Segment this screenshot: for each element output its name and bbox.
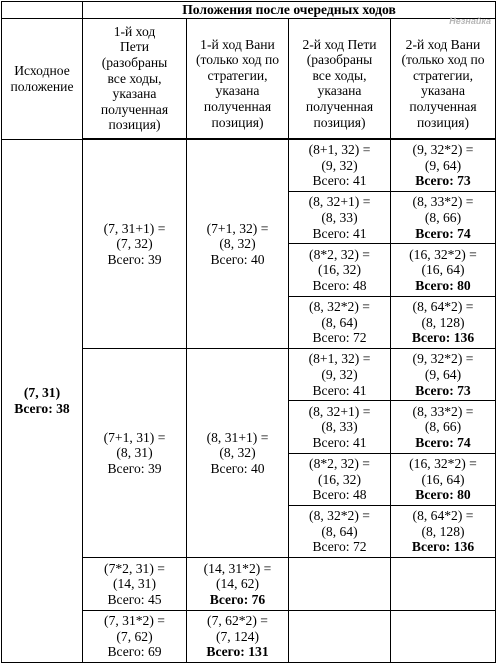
petya1-move-2: (7*2, 31) = (14, 31) Всего: 45 <box>83 558 187 610</box>
col-header-vanya-2: 2-й ход Вани (только ход по стратегии, указана полученная позиция) <box>391 19 496 139</box>
col-header-initial: Исходное положение <box>2 19 83 140</box>
vanya2-move: (9, 32*2) = (9, 64) Всего: 73 <box>391 139 496 191</box>
petya1-move-3: (7, 31*2) = (7, 62) Всего: 69 <box>83 610 187 662</box>
petya2-move: (8, 32+1) = (8, 33) Всего: 41 <box>289 401 391 453</box>
petya2-move: (8*2, 32) = (16, 32) Всего: 48 <box>289 244 391 296</box>
vanya1-move-1: (8, 31+1) = (8, 32) Всего: 40 <box>187 349 289 558</box>
table-title: Положения после очередных ходов <box>182 2 396 18</box>
vanya2-move: (8, 64*2) = (8, 128) Всего: 136 <box>391 506 496 558</box>
petya2-move: (8+1, 32) = (9, 32) Всего: 41 <box>289 139 391 191</box>
vanya1-move-2: (14, 31*2) = (14, 62) Всего: 76 <box>187 558 289 610</box>
empty-cell <box>391 558 496 610</box>
petya2-move: (8+1, 32) = (9, 32) Всего: 41 <box>289 349 391 401</box>
petya2-move: (8, 32+1) = (8, 33) Всего: 41 <box>289 192 391 244</box>
table-title-cell <box>83 2 496 26</box>
col-header-petya-2: 2-й ход Пети (разобраны все ходы, указана полученная позиция) <box>289 19 391 139</box>
vanya2-move: (16, 32*2) = (16, 64) Всего: 80 <box>391 453 496 505</box>
watermark-text: Незнайка <box>449 16 492 26</box>
petya2-move: (8*2, 32) = (16, 32) Всего: 48 <box>289 453 391 505</box>
vanya2-move: (8, 33*2) = (8, 66) Всего: 74 <box>391 192 496 244</box>
empty-cell <box>289 558 391 610</box>
petya2-move: (8, 32*2) = (8, 64) Всего: 72 <box>289 506 391 558</box>
vanya1-move-3: (7, 62*2) = (7, 124) Всего: 131 <box>187 610 289 662</box>
corner-cell <box>2 2 83 19</box>
vanya2-move: (8, 64*2) = (8, 128) Всего: 136 <box>391 296 496 348</box>
vanya2-move: (9, 32*2) = (9, 64) Всего: 73 <box>391 349 496 401</box>
vanya2-move: (8, 33*2) = (8, 66) Всего: 74 <box>391 401 496 453</box>
initial-position-cell: (7, 31) Всего: 38 <box>2 139 83 662</box>
vanya2-move: (16, 32*2) = (16, 64) Всего: 80 <box>391 244 496 296</box>
petya1-move-0: (7, 31+1) = (7, 32) Всего: 39 <box>83 139 187 348</box>
empty-cell <box>391 610 496 662</box>
col-header-vanya-1: 1-й ход Вани (только ход по стратегии, указана полученная позиция) <box>187 19 289 139</box>
game-positions-table <box>1 1 496 663</box>
empty-cell <box>289 610 391 662</box>
col-header-petya-1: 1-й ход Пети (разобраны все ходы, указана полученная позиция) <box>83 19 187 139</box>
petya1-move-1: (7+1, 31) = (8, 31) Всего: 39 <box>83 349 187 558</box>
petya2-move: (8, 32*2) = (8, 64) Всего: 72 <box>289 296 391 348</box>
vanya1-move-0: (7+1, 32) = (8, 32) Всего: 40 <box>187 139 289 348</box>
